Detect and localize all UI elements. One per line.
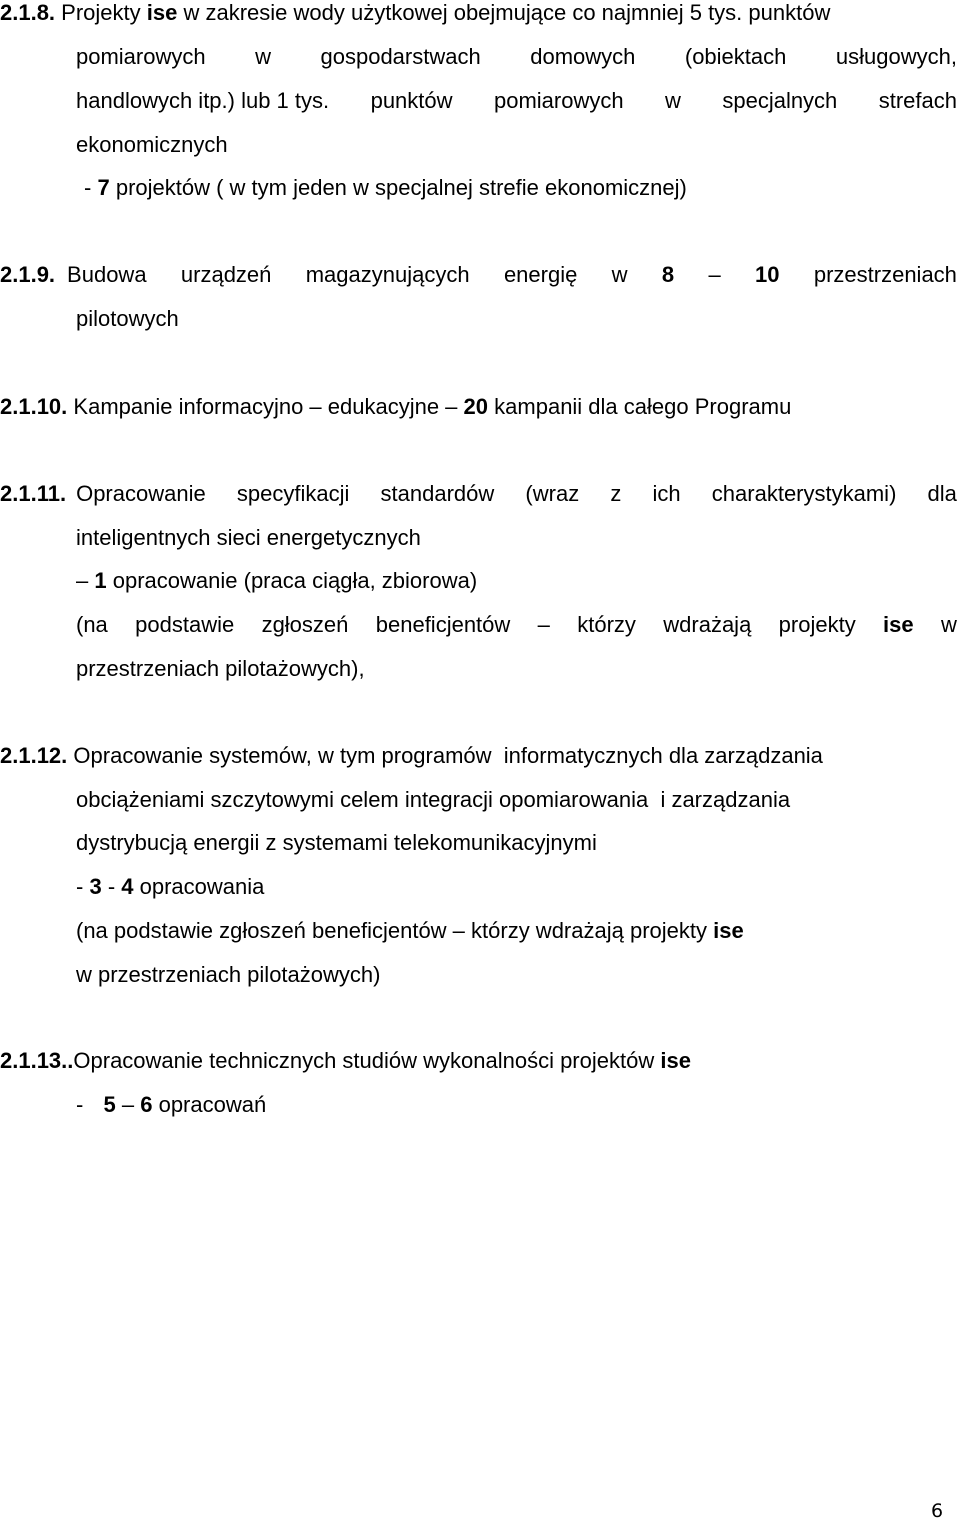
section-2-1-9-line-1: 2.1.9. Budowa urządzeń magazynujących energię w 8 – 10 przestrzeniach (0, 262, 957, 287)
section-number: 2.1.12. (0, 743, 68, 768)
page-number: 6 (931, 1500, 944, 1522)
section-2-1-8-line-5: - 7 projektów ( w tym jeden w specjalnej strefie ekonomicznej) (84, 175, 687, 200)
section-2-1-12-line-5: (na podstawie zgłoszeń beneficjentów – którzy wdrażają projekty ise (76, 918, 744, 943)
section-2-1-8-line-3: handlowych itp.) lub 1 tys. punktów pomiarowych w specjalnych strefach (76, 88, 957, 113)
section-number: 2.1.11. (0, 481, 67, 506)
section-2-1-13-line-1: 2.1.13..Opracowanie technicznych studiów wykonalności projektów ise (0, 1048, 691, 1073)
section-2-1-8-line-2: pomiarowych w gospodarstwach domowych (obiektach usługowych, (76, 44, 957, 69)
section-2-1-13-line-2: - 5 – 6 opracowań (76, 1092, 267, 1117)
section-2-1-12-line-6: w przestrzeniach pilotażowych) (76, 962, 381, 987)
section-number: 2.1.9. (0, 262, 56, 287)
section-2-1-9-line-2: pilotowych (76, 306, 179, 331)
section-2-1-11-line-5: przestrzeniach pilotażowych), (76, 656, 365, 681)
section-2-1-10-line-1: 2.1.10. Kampanie informacyjno – edukacyjne – 20 kampanii dla całego Programu (0, 394, 792, 419)
section-2-1-11-line-4: (na podstawie zgłoszeń beneficjentów – którzy wdrażają projekty ise w (76, 612, 957, 637)
section-2-1-12-line-4: - 3 - 4 opracowania (76, 874, 265, 899)
section-2-1-12-line-1: 2.1.12. Opracowanie systemów, w tym programów informatycznych dla zarządzania (0, 743, 823, 768)
section-2-1-12-line-3: dystrybucją energii z systemami telekomunikacyjnymi (76, 830, 597, 855)
section-number: 2.1.13.. (0, 1048, 74, 1073)
section-2-1-8-line-1: 2.1.8. Projekty ise w zakresie wody użytkowej obejmujące co najmniej 5 tys. punktów (0, 0, 831, 25)
section-number: 2.1.10. (0, 394, 68, 419)
section-2-1-11-line-1: 2.1.11. Opracowanie specyfikacji standardów (wraz z ich charakterystykami) dla (0, 481, 957, 506)
section-number: 2.1.8. (0, 0, 56, 25)
section-2-1-8-line-4: ekonomicznych (76, 132, 228, 157)
section-2-1-12-line-2: obciążeniami szczytowymi celem integracji opomiarowania i zarządzania (76, 787, 791, 812)
section-2-1-11-line-2: inteligentnych sieci energetycznych (76, 525, 421, 550)
section-2-1-11-line-3: – 1 opracowanie (praca ciągła, zbiorowa) (76, 568, 478, 593)
